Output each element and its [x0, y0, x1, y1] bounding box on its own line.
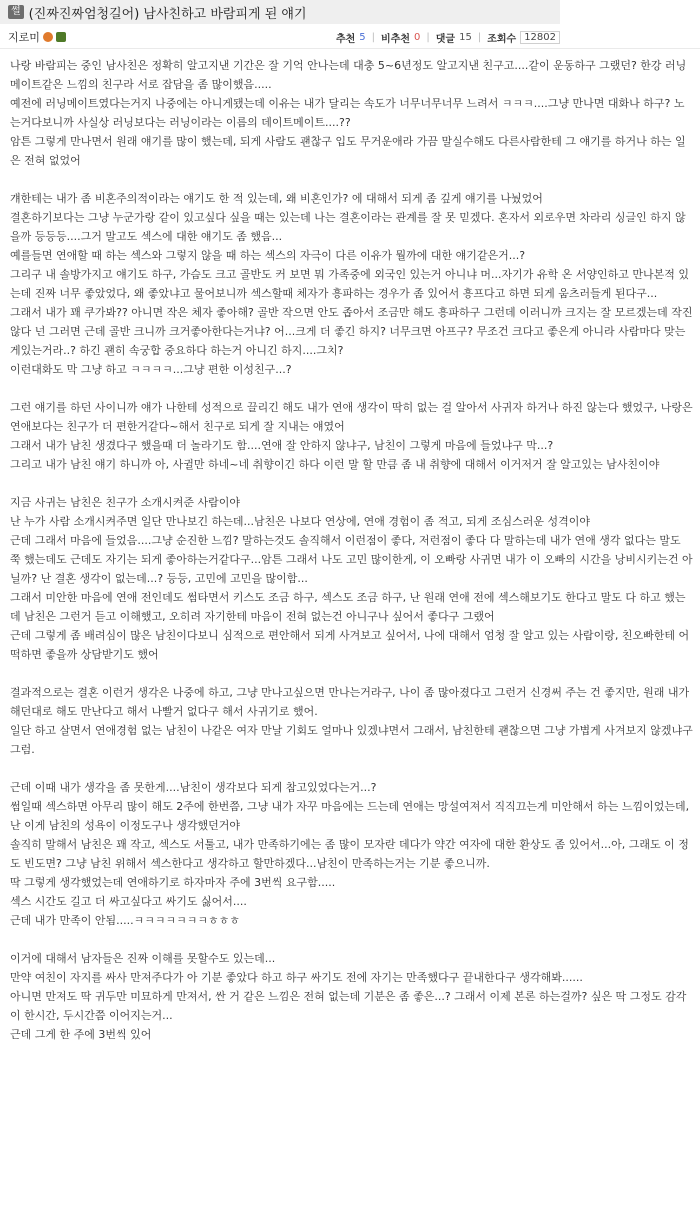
body-paragraph: 이거에 대해서 남자들은 진짜 이해를 못할수도 있는데...	[10, 952, 276, 965]
stats-divider: |	[371, 31, 376, 43]
body-paragraph: 나랑 바람피는 중인 남사친은 정확히 알고지낸 기간은 잘 기억 안나는데 대충 5~6년정도 알고지낸 친구고....같이 운동하구 그랬던? 한강 러닝메이트같은 느낌의 친구라 서로 잡담을 좀 많이했음.....	[10, 59, 687, 91]
paragraph-gap	[10, 759, 694, 778]
body-paragraph: 근데 그렇게 좀 배려심이 많은 남친이다보니 심적으로 편안해서 되게 사겨보고 싶어서, 나에 대해서 엄청 잘 알고 있는 사람이랑, 친오빠한테 어떡하면 좋을까 상담받기도 했어	[10, 629, 690, 661]
body-paragraph: 만약 여친이 자지를 싸사 만져주다가 아 기분 좋았다 하고 하구 싸기도 전에 자기는 만족했다구 끝내한다구 생각해봐......	[10, 971, 583, 984]
body-paragraph: 일단 하고 살면서 연애경험 없는 남친이 나같은 여자 만날 기회도 얼마나 있겠냐면서 그래서, 남친한테 괜찮으면 그냥 가볍게 사겨보지 않겠냐구 그럼.	[10, 724, 697, 756]
body-paragraph: 근데 이때 내가 생각을 좀 못한게....남친이 생각보다 되게 참고있었다는거...?	[10, 781, 377, 794]
paragraph-gap	[10, 664, 694, 683]
body-paragraph: 그래서 내가 꽤 쿠가봐?? 아니면 작은 체자 좋아해? 골반 작으면 안도 좁아서 조금만 해도 흥파하구 그런데 이러니까 크지는 잘 모르겠는데 작진 않다 넌 그러면 근데 골반 크니까 크거좋아한다는거냐? 어...크게 더 좋긴 하지? 너무크면 아프구? 무조건 크다고 좋은게 아니라 사람마다 맞는게있는거라..? 하긴 괜히 속궁합 중요하다 하는거 아니긴 하지....그치?	[10, 306, 696, 357]
paragraph-gap	[10, 474, 694, 493]
body-paragraph: 근데 그래서 마음에 들었음....그냥 순진한 느낌? 말하는것도 솔직해서 이런점이 좋다, 저런점이 좋다 다 말하는데 내가 연애 생각 없다는 말도 쭉 했는데도 근데도 자기는 되게 좋아하는거같다구...암튼 그래서 나도 고민 많이한게, 이 오빠랑 사귀면 내가 이 오빠의 시간을 낭비시키는건 아닐까? 난 결혼 생각이 없는데...? 등등, 고민에 고민을 많이함...	[10, 534, 693, 585]
comments-label[interactable]: 댓글	[435, 33, 456, 45]
paragraph-gap	[10, 170, 694, 189]
level-icon	[43, 32, 53, 42]
post-body	[10, 56, 697, 1044]
body-paragraph: 그리구 내 솔방가지고 얘기도 하구, 가슴도 크고 골반도 커 보면 뭐 가족중에 외국인 있는거 아니냐 머...자기가 유학 온 서양인하고 만나본적 있는데 진짜 너무 좋았었다, 왜 좋았냐고 물어보니까 섹스할때 체자가 흥파하는 경우가 좀 있어서 흥프다고 하면 되게 움츠러들게 된다구...	[10, 268, 689, 300]
post-stats	[336, 30, 560, 45]
body-paragraph: 솔직히 말해서 남친은 꽤 작고, 섹스도 서툴고, 내가 만족하기에는 좀 많이 모자란 데다가 약간 여자에 대한 환상도 좀 있어서...아, 그래도 이 정도 빈도면? 그냥 남친 위해서 섹스한다고 생각하고 할만하겠다...남친이 만족하는거는 기분 좋으니까.	[10, 838, 689, 870]
post-title: (진짜진짜엄청길어) 남사친하고 바람피게 된 얘기	[28, 6, 307, 22]
recommend-count: 5	[359, 31, 366, 43]
post-title-bar	[0, 0, 560, 24]
body-paragraph: 그래서 내가 남친 생겼다구 했을때 더 놀라기도 함....연애 잘 안하지 않냐구, 남친이 그렇게 마음에 들었냐구 막...?	[10, 439, 554, 452]
body-paragraph: 지금 사귀는 남친은 친구가 소개시켜준 사람이야	[10, 496, 241, 509]
post-meta	[0, 28, 560, 46]
body-paragraph: 썸일때 섹스하면 아무리 많이 해도 2주에 한번쯤, 그냥 내가 자꾸 마음에는 드는데 연애는 망설여져서 직직끄는게 미안해서 하는 느낌이었는데, 난 이게 남친의 성욕이 이정도구나 생각했던거야	[10, 800, 693, 832]
body-paragraph: 예를들면 연애할 때 하는 섹스와 그렇지 않을 때 하는 섹스의 자극이 다른 이유가 뭘까에 대한 얘기같은거...?	[10, 249, 526, 262]
body-paragraph: 딱 그렇게 생각했었는데 연애하기로 하자마자 주에 3번씩 요구함.....	[10, 876, 336, 889]
body-paragraph: 예전에 러닝메이트였다는거지 나중에는 아니게됐는데 이유는 내가 달리는 속도가 너무너무너무 느려서 ㅋㅋㅋ....그냥 만나면 대화나 하구? 노는거다보니까 사실상 러닝보다는 러닝이라는 이름의 데이트메이트....??	[10, 97, 685, 129]
author-name[interactable]: 지로미	[8, 31, 40, 44]
stats-divider: |	[477, 31, 482, 43]
body-paragraph: 그런 얘기를 하던 사이니까 얘가 나한테 성적으로 끌리긴 해도 내가 연애 생각이 딱히 없는 걸 알아서 사귀자 하거나 하진 않는다 했었구, 나랑은 연애보다는 친구가 더 편한거같다~해서 친구로 되게 잘 지내는 얘였어	[10, 401, 697, 433]
paragraph-gap	[10, 930, 694, 949]
comments-count[interactable]: 15	[459, 31, 472, 43]
body-paragraph: 아니면 만져도 딱 귀두만 미묘하게 만져서, 싼 거 같은 느낌은 전혀 없는데 기분은 좀 좋은...? 그래서 이제 본론 하는걸까? 싶은 딱 그정도 감각이 한시간, 두시간쯤 이어지는거...	[10, 990, 687, 1022]
recommend-label: 추천	[335, 33, 356, 45]
body-paragraph: 결혼하기보다는 그냥 누군가랑 같이 있고싶다 싶을 때는 있는데 나는 결혼이라는 관계를 잘 못 믿겠다. 혼자서 외로우면 차라리 싱글인 하지 않을까 등등등....그거 말고도 섹스에 대한 얘기도 좀 했음...	[10, 211, 686, 243]
body-paragraph: 근데 그게 한 주에 3번씩 있어	[10, 1028, 152, 1041]
body-paragraph: 걔한테는 내가 좀 비혼주의적이라는 얘기도 한 적 있는데, 왜 비혼인가? 에 대해서 되게 좀 깊게 얘기를 나눴었어	[10, 192, 543, 205]
author-info[interactable]	[8, 29, 66, 45]
views-count: 12802	[520, 31, 560, 44]
body-paragraph: 그리고 내가 남친 얘기 하니까 아, 사귈만 하네~네 취향이긴 하다 이런 말 할 만큼 좀 내 취향에 대해서 이거저거 잘 알고있는 남사친이야	[10, 458, 660, 471]
header-divider	[0, 48, 700, 49]
body-paragraph: 그래서 미안한 마음에 연애 전인데도 썸타면서 키스도 조금 하구, 섹스도 조금 하구, 난 원래 연애 전에 섹스해보기도 한다고 말도 다 하고 했는데 남친은 그런거 듣고 이해했고, 오히려 자기한테 마음이 전혀 없는건 아니구나 싶어서 좋다구 그랬어	[10, 591, 686, 623]
stats-divider: |	[426, 31, 430, 43]
views-label: 조회수	[487, 33, 517, 45]
body-paragraph: 근데 내가 만족이 안됨.....ㅋㅋㅋㅋㅋㅋㅋㅎㅎㅎ	[10, 914, 240, 927]
unrecommend-label: 비추천	[381, 33, 411, 45]
paragraph-gap	[10, 379, 694, 398]
body-paragraph: 이런대화도 막 그냥 하고 ㅋㅋㅋㅋ...그냥 편한 이성친구...?	[10, 363, 292, 376]
body-paragraph: 암튼 그렇게 만나면서 원래 얘기를 많이 했는데, 되게 사람도 괜찮구 입도 무거운애라 가끔 말실수해도 다른사람한테 그 얘기를 하거나 하는 일은 전혀 없었어	[10, 135, 686, 167]
grade-icon	[56, 32, 66, 42]
body-paragraph: 결과적으로는 결혼 이런거 생각은 나중에 하고, 그냥 만나고싶으면 만나는거라구, 나이 좀 많아졌다고 그런거 신경써 주는 건 좋지만, 원래 내가 해던대로 해도 만난다고 해서 나빨거 없다구 해서 사귀기로 했어.	[10, 686, 693, 718]
unrecommend-count: 0	[414, 31, 421, 43]
body-paragraph: 섹스 시간도 길고 더 싸고싶다고 싸기도 싫어서....	[10, 895, 247, 908]
body-paragraph: 난 누가 사람 소개시켜주면 일단 만나보긴 하는데...남친은 나보다 연상에, 연애 경험이 좀 적고, 되게 조심스러운 성격이야	[10, 515, 590, 528]
category-badge[interactable]: 썰	[8, 5, 24, 19]
